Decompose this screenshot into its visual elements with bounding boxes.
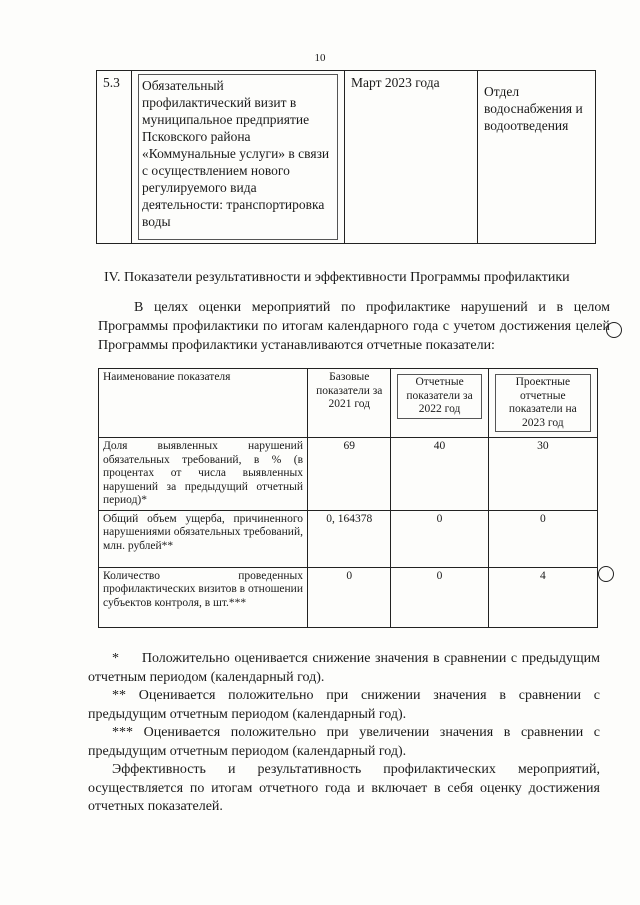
header-project-box: Проектные отчетные показатели на 2023 год — [495, 374, 591, 432]
note-2-text: Оценивается положительно при снижении значения в сравнении с предыдущим отчетным периодом (календарный год). — [88, 688, 600, 722]
table-row — [99, 438, 598, 511]
header-indicator-name: Наименование показателя — [99, 369, 308, 438]
note-1-text: Положительно оценивается снижение значения в сравнении с предыдущим отчетным периодом (календарный год). — [88, 651, 600, 685]
indicator-report: 0 — [391, 510, 488, 567]
plan-row-responsible: Отдел водоснабжения и водоотведения — [478, 71, 596, 244]
indicator-name: Количество проведенных профилактических визитов в отношении субъектов контроля, в шт.*** — [99, 567, 308, 627]
indicator-project: 4 — [488, 567, 597, 627]
plan-row — [97, 71, 596, 244]
header-base-2021: Базовые показатели за 2021 год — [308, 369, 391, 438]
plan-row-event-box: Обязательный профилактический визит в муниципальное предприятие Псковского района «Коммунальные услуги» в связи с осуществлением нового регулируемого вида деятельности: транспортировка воды — [138, 74, 338, 240]
note-1 — [88, 650, 600, 687]
notes-block — [88, 650, 600, 817]
conclusion-paragraph: Эффективность и результативность профилактических мероприятий, осуществляется по итогам отчетного года и включает в себя оценку достижения отчетных показателей. — [88, 762, 600, 814]
indicator-name: Общий объем ущерба, причиненного нарушениями обязательных требований, млн. рублей** — [99, 510, 308, 567]
section-heading: IV. Показатели результативности и эффективности Программы профилактики — [104, 270, 570, 285]
table-row — [99, 567, 598, 627]
note-3-mark: *** — [112, 725, 133, 740]
indicator-name: Доля выявленных нарушений обязательных требований, в % (в процентах от числа выявленных нарушений за предыдущий отчетный период)* — [99, 438, 308, 511]
header-report-box: Отчетные показатели за 2022 год — [397, 374, 481, 419]
indicators-table — [98, 368, 598, 628]
note-1-mark: * — [112, 651, 119, 666]
plan-row-number: 5.3 — [97, 71, 132, 244]
header-report-2022 — [391, 369, 488, 438]
note-2 — [88, 687, 600, 724]
punch-hole-icon — [598, 566, 614, 582]
plan-row-event — [132, 71, 345, 244]
indicator-base: 0 — [308, 567, 391, 627]
note-3-text: Оценивается положительно при увеличении значения в сравнении с предыдущим отчетным периодом (календарный год). — [88, 725, 600, 759]
indicator-report: 40 — [391, 438, 488, 511]
plan-table — [96, 70, 596, 244]
plan-row-date: Март 2023 года — [345, 71, 478, 244]
indicator-base: 0, 164378 — [308, 510, 391, 567]
table-row — [99, 510, 598, 567]
intro-paragraph — [98, 298, 610, 355]
note-3 — [88, 724, 600, 761]
note-2-mark: ** — [112, 688, 126, 703]
intro-text: В целях оценки мероприятий по профилактике нарушений и в целом Программы профилактики по итогам календарного года с учетом достижения целей Программы профилактики устанавливаются отчетные показатели: — [98, 300, 610, 353]
indicator-base: 69 — [308, 438, 391, 511]
header-project-2023 — [488, 369, 597, 438]
indicators-header-row — [99, 369, 598, 438]
indicator-project: 30 — [488, 438, 597, 511]
page-number: 10 — [314, 52, 326, 64]
indicator-report: 0 — [391, 567, 488, 627]
indicator-project: 0 — [488, 510, 597, 567]
punch-hole-icon — [606, 322, 622, 338]
